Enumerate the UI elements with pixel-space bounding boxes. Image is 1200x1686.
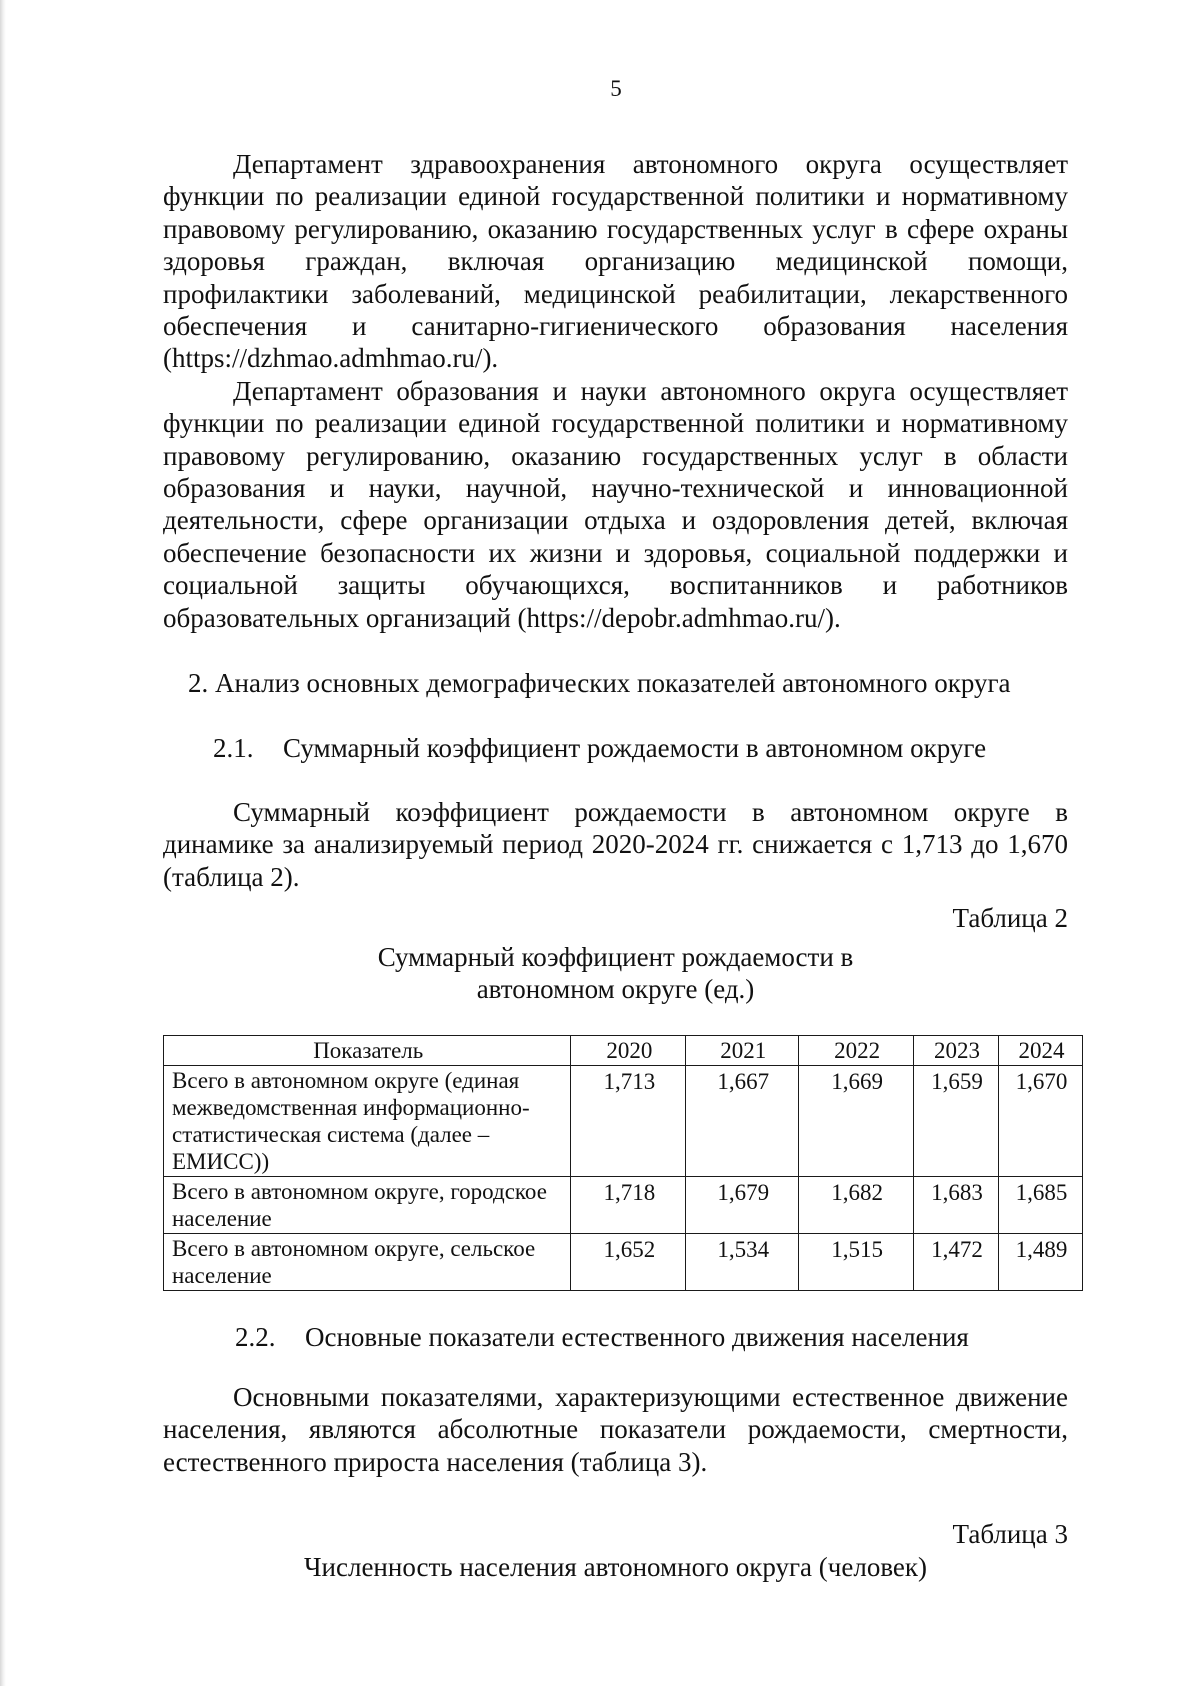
header-year: 2022 [799, 1035, 914, 1065]
table-cell: 1,667 [686, 1065, 799, 1176]
section-2-2-number: 2.2. [235, 1321, 276, 1352]
table-row [164, 1065, 1083, 1176]
table-cell: 1,682 [799, 1176, 914, 1233]
table-row [164, 1176, 1083, 1233]
table-2-caption [163, 941, 1068, 1005]
row-label: Всего в автономном округе (единая межведомственная информационно-статистическая система (далее –ЕМИСС)) [164, 1065, 571, 1176]
header-year: 2020 [571, 1035, 686, 1065]
paragraph-education-department: Департамент образования и науки автономного округа осуществляет функции по реализации единой государственной политики и нормативному правовому регулированию, оказанию государственных услуг в области образования и науки, научной, научно-технической и инновационной деятельности, сфере организации отдыха и оздоровления детей, включая обеспечение безопасности их жизни и здоровья, социальной поддержки и социальной защиты обучающихся, воспитанников и работников образовательных организаций (https://depobr.admhmao.ru/). [163, 375, 1068, 633]
row-label: Всего в автономном округе, сельское население [164, 1233, 571, 1290]
row-label: Всего в автономном округе, городское население [164, 1176, 571, 1233]
section-2-1-paragraph: Суммарный коэффициент рождаемости в автономном округе в динамике за анализируемый период 2020-2024 гг. снижается с 1,713 до 1,670 (таблица 2). [163, 796, 1068, 892]
section-2-1-title: Суммарный коэффициент рождаемости в автономном округе [283, 732, 987, 763]
table-cell: 1,718 [571, 1176, 686, 1233]
table-header-row [164, 1035, 1083, 1065]
table-cell: 1,669 [799, 1065, 914, 1176]
table-3-label: Таблица 3 [952, 1519, 1068, 1550]
section-2-2-paragraph: Основными показателями, характеризующими естественное движение населения, являются абсолютные показатели рождаемости, смертности, естественного прироста населения (таблица 3). [163, 1381, 1068, 1477]
table-cell: 1,679 [686, 1176, 799, 1233]
header-year: 2024 [999, 1035, 1083, 1065]
section-2-2-title: Основные показатели естественного движения населения [305, 1321, 969, 1352]
table-cell: 1,489 [999, 1233, 1083, 1290]
table-cell: 1,515 [799, 1233, 914, 1290]
header-year: 2023 [914, 1035, 999, 1065]
page-number: 5 [610, 76, 622, 101]
table-2-caption-line2: автономном округе (ед.) [476, 973, 755, 1004]
header-indicator: Показатель [164, 1035, 571, 1065]
section-2-2-heading [163, 1321, 1068, 1353]
table-cell: 1,652 [571, 1233, 686, 1290]
section-2-1-number: 2.1. [213, 732, 254, 763]
table-2-label: Таблица 2 [952, 903, 1068, 934]
table-cell: 1,659 [914, 1065, 999, 1176]
birth-rate-table [163, 1035, 1083, 1291]
scan-edge-shadow [0, 0, 6, 1686]
header-year: 2021 [686, 1035, 799, 1065]
document-body [163, 148, 1068, 1583]
table-row [164, 1233, 1083, 1290]
table-3-caption: Численность населения автономного округа (человек) [303, 1551, 928, 1582]
table-cell: 1,713 [571, 1065, 686, 1176]
table-cell: 1,670 [999, 1065, 1083, 1176]
table-cell: 1,472 [914, 1233, 999, 1290]
table-cell: 1,683 [914, 1176, 999, 1233]
table-2-caption-line1: Суммарный коэффициент рождаемости в [377, 941, 854, 972]
table-cell: 1,685 [999, 1176, 1083, 1233]
section-2-heading: 2. Анализ основных демографических показателей автономного округа [188, 668, 1011, 699]
table-cell: 1,534 [686, 1233, 799, 1290]
paragraph-health-department: Департамент здравоохранения автономного округа осуществляет функции по реализации единой государственной политики и нормативному правовому регулированию, оказанию государственных услуг в сфере охраны здоровья граждан, включая организацию медицинской помощи, профилактики заболеваний, медицинской реабилитации, лекарственного обеспечения и санитарно-гигиенического образования населения (https://dzhmao.admhmao.ru/). [163, 149, 1068, 374]
section-2-1-heading [163, 732, 1068, 764]
